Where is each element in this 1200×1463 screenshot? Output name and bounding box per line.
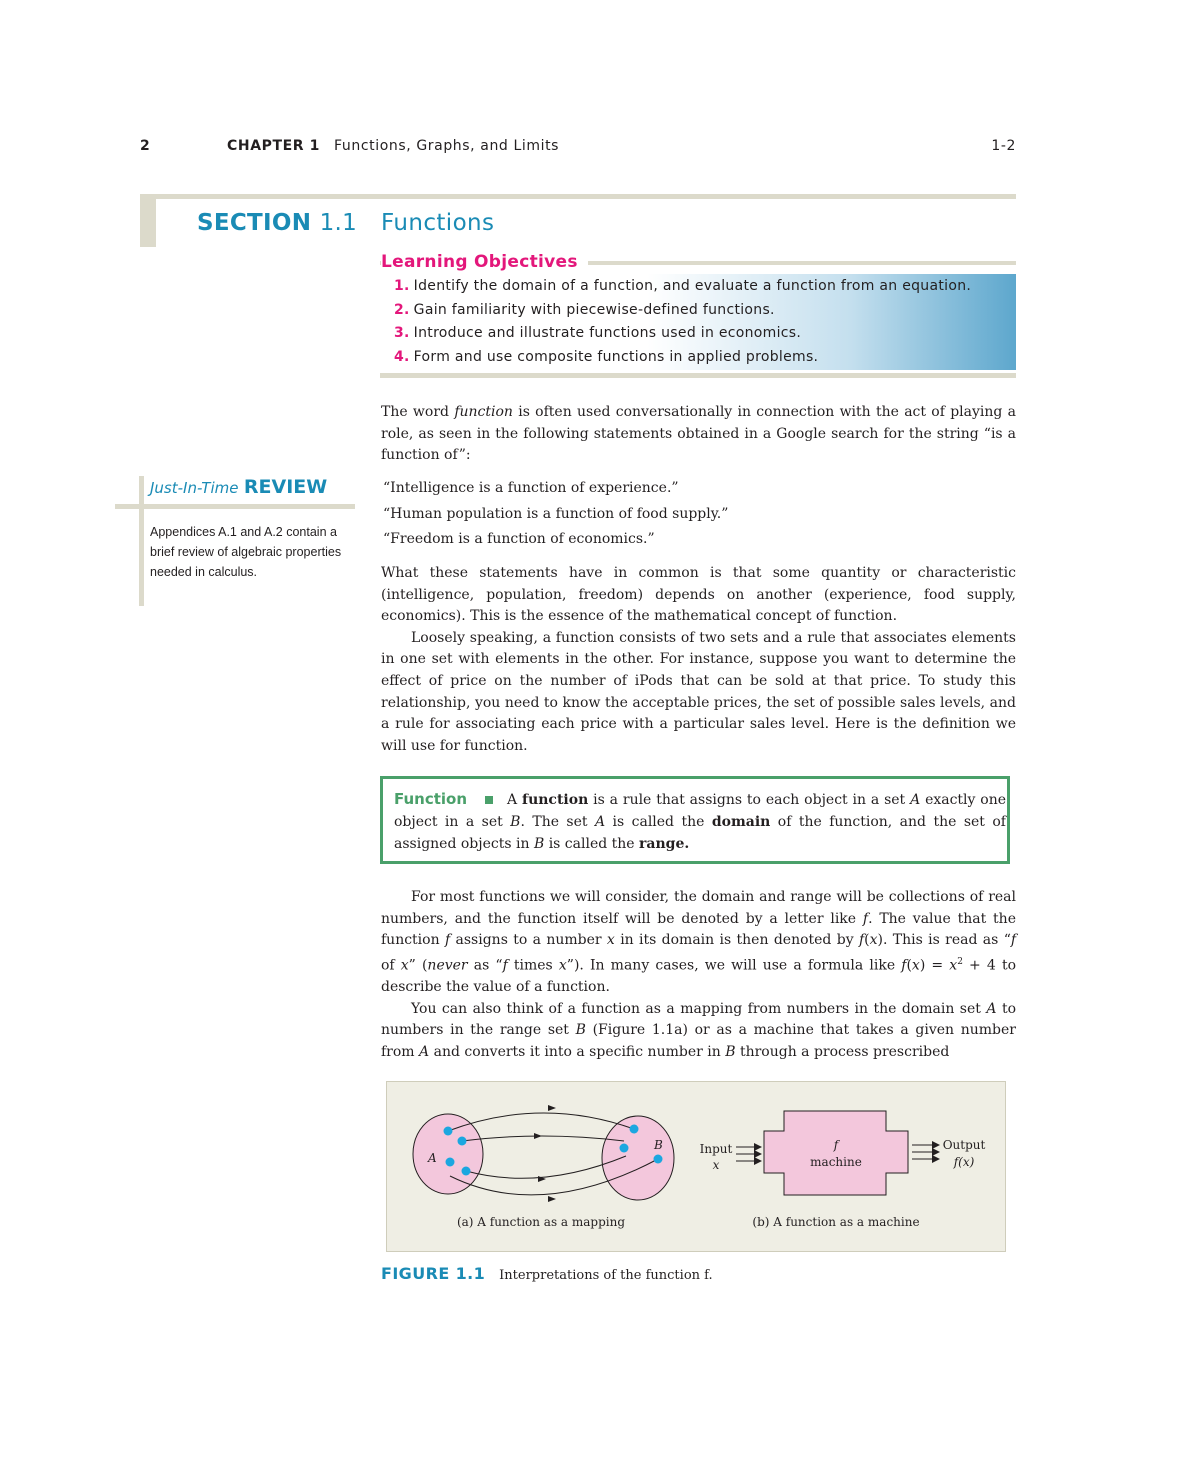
page-number: 2 <box>140 138 151 154</box>
objective-text: Introduce and illustrate functions used in economics. <box>413 325 802 341</box>
set-a-label: A <box>428 1151 437 1165</box>
objective-text: Gain familiarity with piecewise-defined functions. <box>413 302 775 318</box>
machine-label: machine <box>810 1155 862 1169</box>
objective-item <box>394 349 818 365</box>
review-rule-vertical <box>139 476 144 606</box>
output-var: f(x) <box>953 1155 975 1169</box>
mapping-arrow <box>462 1136 624 1141</box>
section-rule <box>140 194 1016 199</box>
set-b-label: B <box>654 1138 663 1152</box>
objective-number: 2. <box>394 302 410 318</box>
intro-paragraph: The word function is often used conversationally in connection with the act of playing a role, as seen in the following statements obtained in a Google search for the string “is a function of”: <box>381 404 1017 464</box>
range-point <box>630 1125 639 1134</box>
machine-f: f <box>833 1138 839 1152</box>
section-title: Functions <box>381 210 495 236</box>
quote: “Human population is a function of food supply.” <box>383 506 729 522</box>
section-word: SECTION <box>197 210 312 236</box>
square-bullet-icon <box>485 796 493 804</box>
arrowhead <box>548 1105 556 1111</box>
review-heading: Just-In-Time REVIEW <box>150 476 328 498</box>
figure-diagram <box>386 1081 1006 1252</box>
objective-item <box>394 302 775 318</box>
domain-point <box>444 1127 453 1136</box>
paragraph: For most functions we will consider, the domain and range will be collections of real numbers, and the function itself will be denoted by a letter like f. The value that the function f assigns to a number x in its domain is then denoted by f(x). This is read as “f of x” (never as “f times x”). In many cases, we will use a formula like $f(x) = x^2 + 4$ to describe the value of a function. <box>381 889 1017 996</box>
paragraph: What these statements have in common is that some quantity or characteristic (intelligence, population, freedom) depends on another (experience, food supply, economics). This is the essence of the mathematical concept of function. <box>381 565 1016 625</box>
page-ref: 1-2 <box>991 138 1016 154</box>
objective-item <box>394 325 801 341</box>
definition-text: Function A function is a rule that assigns to each object in a set A exactly one object in a set B. The set A is called the domain of the function, and the set of assigned objects in B is called the range. <box>394 790 1007 852</box>
body-paragraphs-2 <box>381 887 1016 1063</box>
section-bar <box>140 194 156 247</box>
chapter-title: Functions, Graphs, and Limits <box>334 138 560 154</box>
quote: “Freedom is a function of economics.” <box>383 531 655 547</box>
mapping-arrow <box>448 1113 634 1131</box>
machine-shape <box>764 1111 908 1195</box>
output-label: Output <box>942 1138 986 1152</box>
input-var: x <box>712 1158 720 1172</box>
definition-label: Function <box>394 790 468 808</box>
objectives-rule-bottom <box>380 373 1016 378</box>
section-number: 1.1 <box>319 210 358 236</box>
range-point <box>620 1144 629 1153</box>
paragraph: You can also think of a function as a mapping from numbers in the domain set A to numbers in the range set B (Figure 1.1a) or as a machine that takes a given number from A and converts it into a specific number in B through a process prescribed <box>381 1000 1017 1060</box>
input-label: Input <box>699 1142 733 1156</box>
range-point <box>654 1155 663 1164</box>
review-text: Appendices A.1 and A.2 contain a brief review of algebraic properties needed in calculus. <box>150 525 342 579</box>
domain-point <box>458 1137 467 1146</box>
figure-caption <box>381 1264 713 1283</box>
running-header <box>227 138 559 154</box>
body-paragraphs <box>381 563 1016 757</box>
objective-number: 1. <box>394 278 410 294</box>
objective-text: Identify the domain of a function, and evaluate a function from an equation. <box>413 278 972 294</box>
quote: “Intelligence is a function of experience.” <box>383 480 679 496</box>
review-rule-horizontal <box>115 504 355 509</box>
section-label <box>197 210 357 236</box>
caption-b: (b) A function as a machine <box>752 1215 920 1229</box>
objective-item <box>394 278 971 294</box>
objectives-heading: Learning Objectives <box>381 252 588 272</box>
arrowhead <box>548 1196 556 1202</box>
arrowhead <box>534 1133 542 1139</box>
chapter-label: CHAPTER 1 <box>227 138 320 154</box>
paragraph: Loosely speaking, a function consists of two sets and a rule that associates elements in one set with elements in the other. For instance, suppose you want to determine the effect of price on the number of iPods that can be sold at that price. To study this relationship, you need to know the acceptable prices, the set of possible sales levels, and a rule for associating each price with a particular sales level. Here is the definition we will use for function. <box>381 629 1016 754</box>
figure-caption-text: Interpretations of the function f. <box>499 1268 713 1283</box>
set-a-ellipse <box>413 1114 483 1194</box>
domain-point <box>446 1158 455 1167</box>
figure-label: FIGURE 1.1 <box>381 1264 486 1283</box>
objective-text: Form and use composite functions in applied problems. <box>413 349 819 365</box>
objective-number: 3. <box>394 325 410 341</box>
objective-number: 4. <box>394 349 410 365</box>
domain-point <box>462 1167 471 1176</box>
caption-a: (a) A function as a mapping <box>456 1215 626 1229</box>
